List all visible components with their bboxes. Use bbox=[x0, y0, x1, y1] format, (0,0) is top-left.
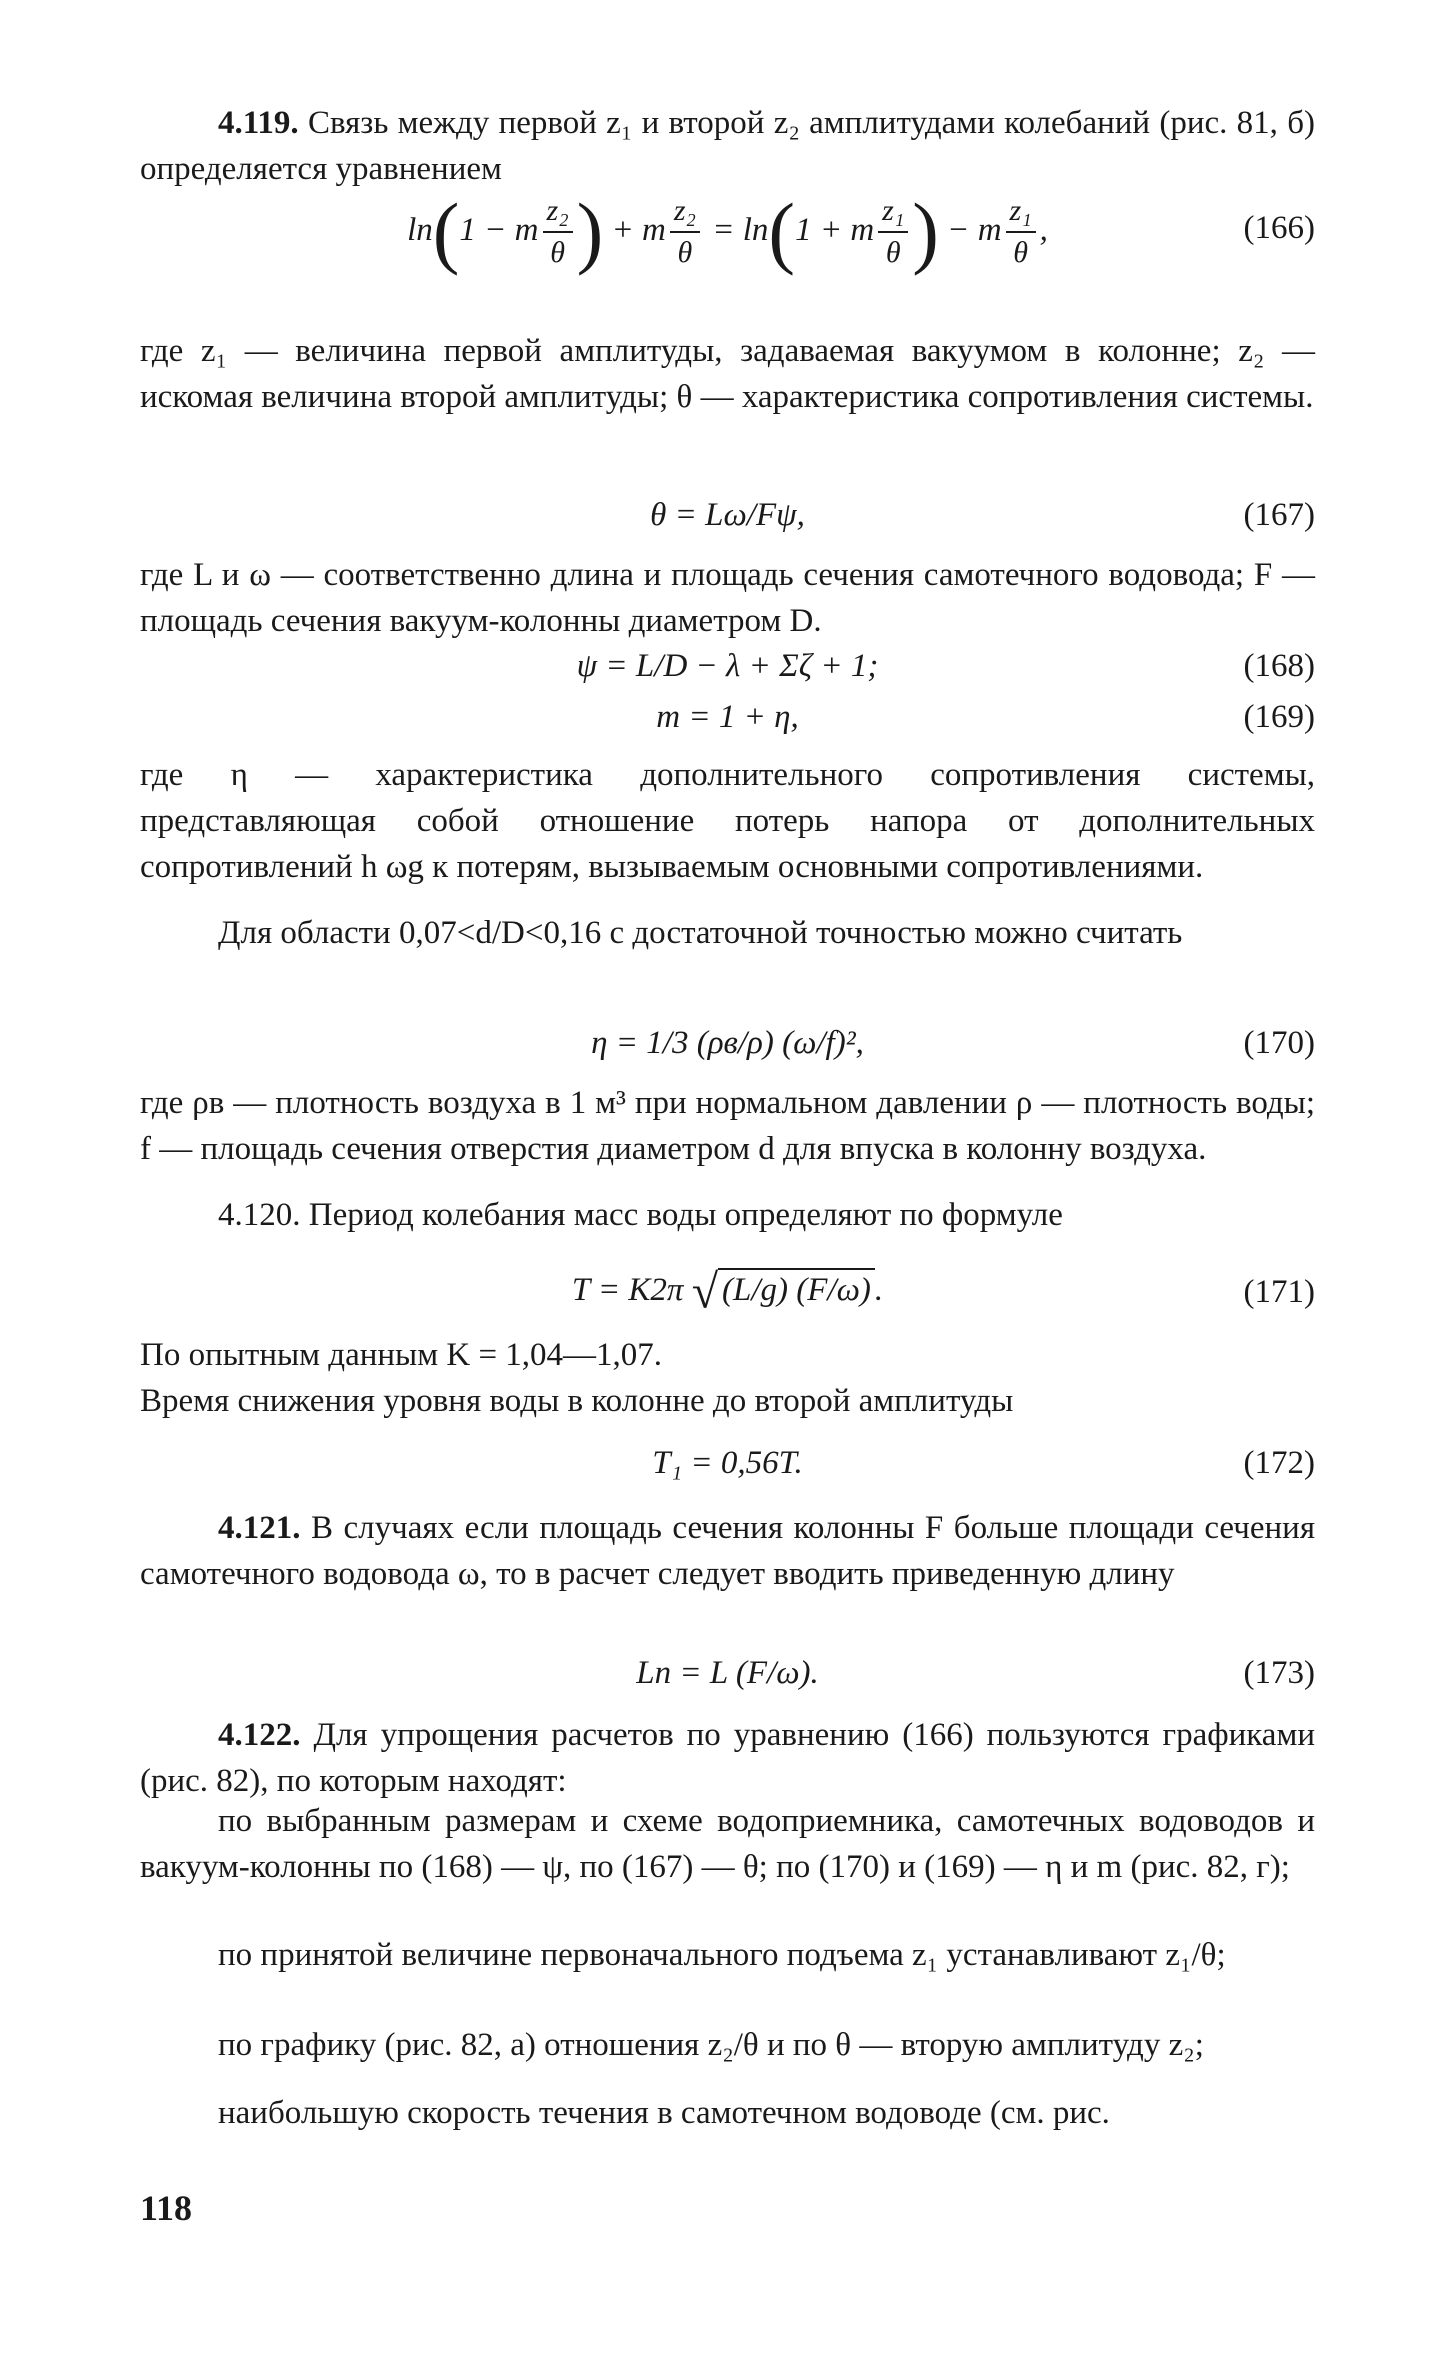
equation-166: ln(1 − m $\frac{\text{z₂}}{\theta}$ ) + m $\frac{\text{z₂}}{\theta}$ = ln(1 + m $\frac{\text{z₁}}{\theta}$ ) − m $\frac{\text{z₁}}{\theta}$ , (166) bbox=[407, 188, 1315, 277]
equation-number: (171) bbox=[1243, 1274, 1315, 1310]
equation-number: (172) bbox=[1243, 1445, 1315, 1481]
list-item-1: по выбранным размерам и схеме водоприемника, самотечных водоводов и вакуум-колонны по (168) — ψ, по (167) — θ; по (170) и (169) — η и m (рис. 82, г); bbox=[140, 1803, 1315, 1885]
paragraph-where-3: где η — характеристика дополнительного сопротивления системы, представляющая собой отношение потерь напора от дополнительных сопротивлений h ωg к потерям, вызываемым основными сопротивлениями. bbox=[140, 757, 1315, 885]
page-number: 118 bbox=[140, 2188, 193, 2228]
equation-167: θ = Lω/Fψ, (167) bbox=[140, 492, 1315, 552]
section-number: 4.122. bbox=[218, 1717, 301, 1753]
paragraph: Период колебания масс воды определяют по формуле bbox=[308, 1197, 1063, 1233]
list-item-2: по принятой величине первоначального подъема z₁ устанавливают z₁/θ; bbox=[218, 1937, 1226, 1973]
section-4-122 bbox=[140, 1712, 1315, 1804]
section-number: 4.119. bbox=[218, 105, 299, 141]
paragraph: Для упрощения расчетов по уравнению (166) пользуются графиками (рис. 82), по которым находят: bbox=[140, 1717, 1315, 1799]
fraction: $\frac{\text{z₂}}{\theta}$ bbox=[670, 191, 700, 273]
fraction: $\frac{\text{z₁}}{\theta}$ bbox=[1006, 191, 1036, 273]
paragraph-where-1: где z₁ — величина первой амплитуды, задаваемая вакуумом в колонне; z₂ — искомая величина второй амплитуды; θ — характеристика сопротивления системы. bbox=[140, 333, 1315, 415]
paragraph: Связь между первой z₁ и второй z₂ амплитудами колебаний (рис. 81, б) определяется уравнением bbox=[140, 105, 1315, 187]
equation-number: (166) bbox=[1243, 210, 1315, 246]
paragraph-where-4: где ρв — плотность воздуха в 1 м³ при нормальном давлении ρ — плотность воды; f — площадь сечения отверстия диаметром d для впуска в колонну воздуха. bbox=[140, 1085, 1315, 1167]
list-item-3: по графику (рис. 82, а) отношения z₂/θ и по θ — вторую амплитуду z₂; bbox=[218, 2027, 1204, 2063]
equation-number: (170) bbox=[1243, 1025, 1315, 1061]
equation-172: T₁ = 0,56T. (172) bbox=[140, 1440, 1315, 1500]
paragraph-region: Для области 0,07<d/D<0,16 с достаточной точностью можно считать bbox=[218, 915, 1183, 951]
paragraph: В случаях если площадь сечения колонны F больше площади сечения самотечного водовода ω, то в расчет следует вводить приведенную длину bbox=[140, 1510, 1315, 1592]
paragraph-where-2: где L и ω — соответственно длина и площадь сечения самотечного водовода; F — площадь сечения вакуум-колонны диаметром D. bbox=[140, 557, 1315, 639]
section-number: 4.120. bbox=[218, 1197, 301, 1233]
paragraph-time: Время снижения уровня воды в колонне до второй амплитуды bbox=[140, 1383, 1014, 1419]
equation-171: T = K2π √ (L/g) (F/ω) . (171) bbox=[571, 1265, 1315, 1319]
equation-number: (168) bbox=[1243, 648, 1315, 684]
fraction: $\frac{\text{z₁}}{\theta}$ bbox=[878, 191, 908, 273]
section-4-120 bbox=[140, 1192, 1315, 1238]
equation-168: ψ = L/D − λ + Σζ + 1; (168) bbox=[140, 643, 1315, 703]
section-number: 4.121. bbox=[218, 1510, 301, 1546]
equation-173: Lп = L (F/ω). (173) bbox=[140, 1650, 1315, 1710]
list-item-4: наибольшую скорость течения в самотечном водоводе (см. рис. bbox=[218, 2095, 1110, 2131]
paragraph-k: По опытным данным K = 1,04—1,07. bbox=[140, 1337, 663, 1373]
equation-number: (167) bbox=[1243, 497, 1315, 533]
section-4-121 bbox=[140, 1505, 1315, 1597]
equation-number: (169) bbox=[1243, 699, 1315, 735]
equation-170: η = 1/3 (ρв/ρ) (ω/f)², (170) bbox=[140, 1020, 1315, 1080]
fraction: $\frac{\text{z₂}}{\theta}$ bbox=[543, 191, 573, 273]
equation-number: (173) bbox=[1243, 1655, 1315, 1691]
equation-169: m = 1 + η, (169) bbox=[140, 694, 1315, 754]
